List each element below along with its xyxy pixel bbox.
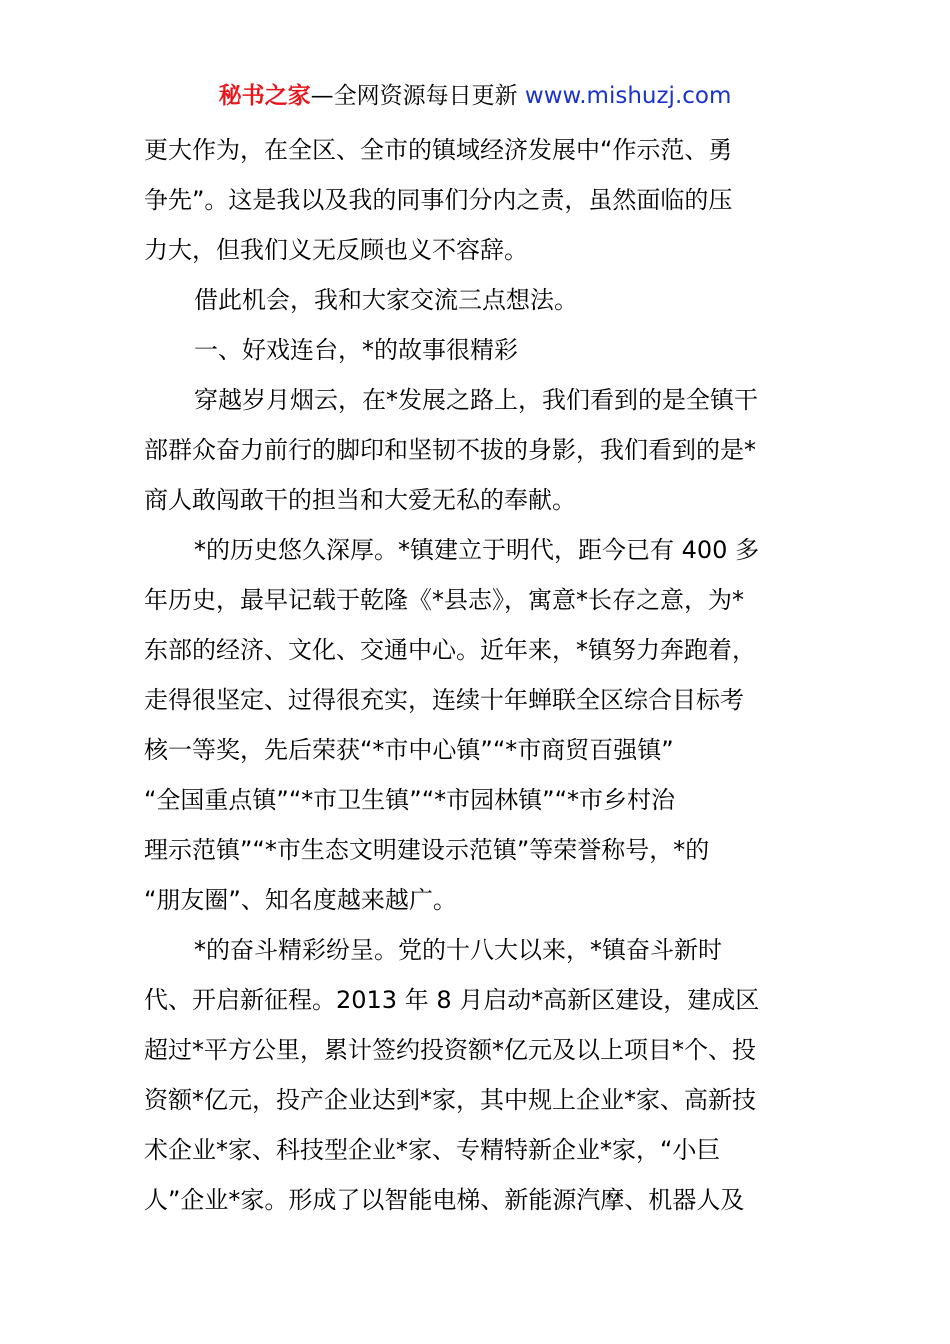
text-line: 争先”。这是我以及我的同事们分内之责，虽然面临的压 bbox=[144, 186, 733, 214]
text-line: 理示范镇”“*市生态文明建设示范镇”等荣誉称号，*的 bbox=[144, 836, 710, 864]
text-line: “全国重点镇”“*市卫生镇”“*市园林镇”“*市乡村治 bbox=[144, 786, 676, 814]
brand-name: 秘书之家 bbox=[218, 83, 311, 109]
site-url: www.mishuzj.com bbox=[524, 83, 732, 109]
text-line: 超过*平方公里，累计签约投资额*亿元及以上项目*个、投 bbox=[144, 1036, 756, 1064]
paragraph-start: *的历史悠久深厚。*镇建立于明代，距今已有 400 多 bbox=[194, 536, 760, 564]
text-line: 更大作为，在全区、全市的镇域经济发展中“作示范、勇 bbox=[144, 136, 733, 164]
text-line: 商人敢闯敢干的担当和大爱无私的奉献。 bbox=[144, 486, 576, 514]
text-line: 人”企业*家。形成了以智能电梯、新能源汽摩、机器人及 bbox=[144, 1186, 745, 1214]
paragraph-start: 穿越岁月烟云，在*发展之路上，我们看到的是全镇干 bbox=[194, 386, 758, 414]
text-line: 资额*亿元，投产企业达到*家，其中规上企业*家、高新技 bbox=[144, 1086, 756, 1114]
section-heading: 一、好戏连台，*的故事很精彩 bbox=[194, 336, 518, 364]
text-line: 年历史，最早记载于乾隆《*县志》，寓意*长存之意，为* bbox=[144, 586, 744, 614]
paragraph-start: 借此机会，我和大家交流三点想法。 bbox=[194, 286, 578, 314]
text-line: “朋友圈”、知名度越来越广。 bbox=[144, 886, 457, 914]
text-line: 部群众奋力前行的脚印和坚韧不拔的身影，我们看到的是* bbox=[144, 436, 756, 464]
text-line: 力大，但我们义无反顾也义不容辞。 bbox=[144, 236, 528, 264]
site-header bbox=[0, 80, 950, 112]
text-line: 东部的经济、文化、交通中心。近年来，*镇努力奔跑着， bbox=[144, 636, 756, 664]
header-slogan: —全网资源每日更新 bbox=[310, 83, 525, 109]
document-body bbox=[144, 125, 806, 1225]
text-line: 代、开启新征程。2013 年 8 月启动*高新区建设，建成区 bbox=[144, 986, 760, 1014]
paragraph-start: *的奋斗精彩纷呈。党的十八大以来，*镇奋斗新时 bbox=[194, 936, 722, 964]
text-line: 走得很坚定、过得很充实，连续十年蝉联全区综合目标考 bbox=[144, 686, 744, 714]
text-line: 术企业*家、科技型企业*家、专精特新企业*家，“小巨 bbox=[144, 1136, 721, 1164]
text-line: 核一等奖，先后荣获“*市中心镇”“*市商贸百强镇” bbox=[144, 736, 674, 764]
